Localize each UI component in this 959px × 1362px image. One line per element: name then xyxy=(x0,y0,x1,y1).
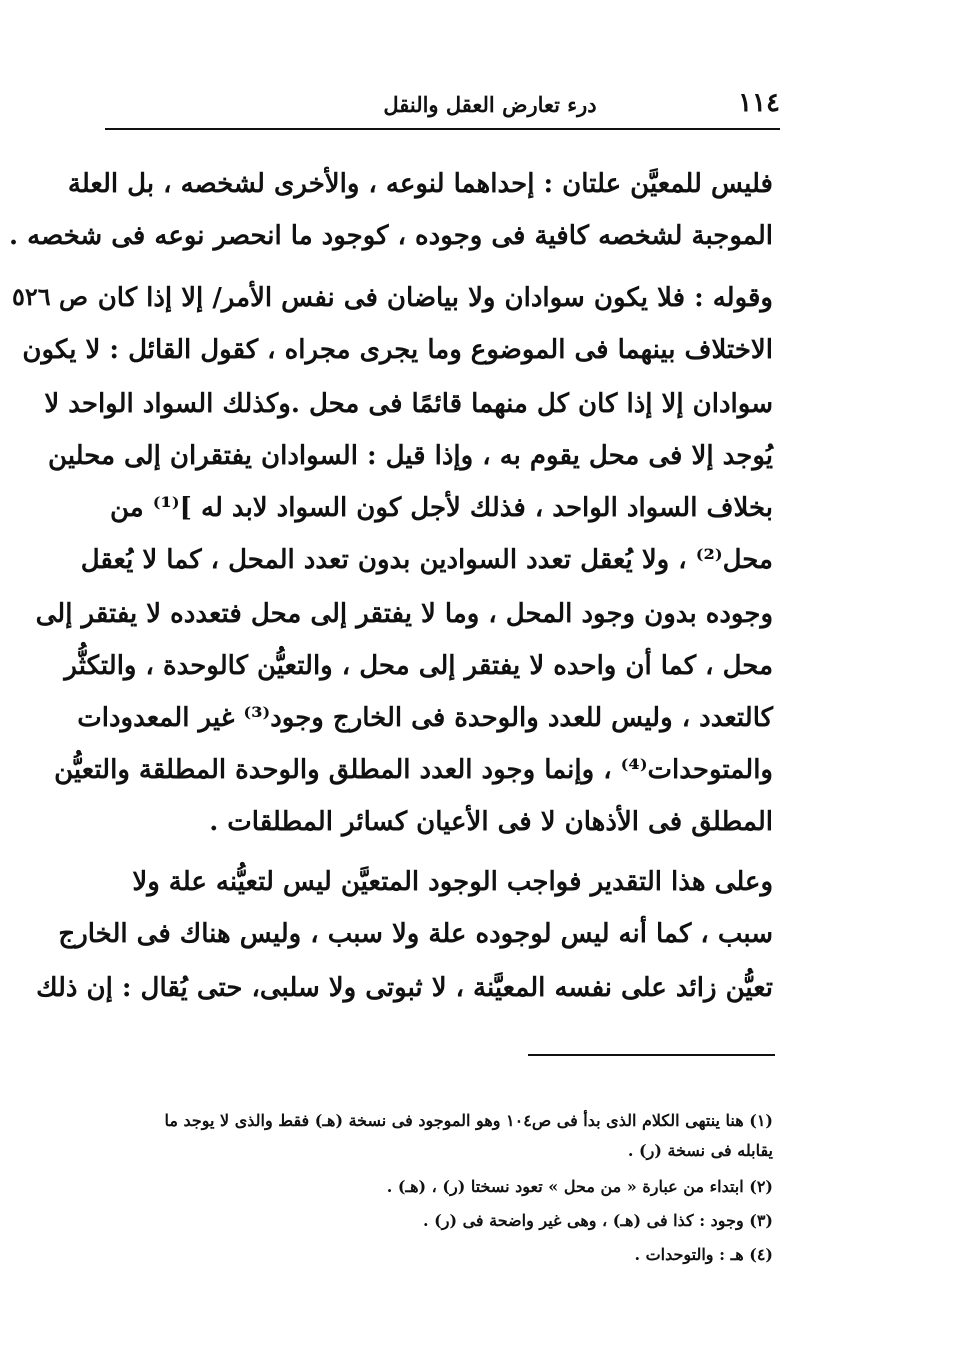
text-line: بخلاف السواد الواحد ، فذلك لأجل كون السواد لابد له ]⁽¹⁾ من xyxy=(110,493,773,523)
text-line: كالتعدد ، وليس للعدد والوحدة فى الخارج وجود⁽³⁾ غير المعدودات xyxy=(77,703,773,733)
text-line: وجوده بدون وجود المحل ، وما لا يفتقر إلى محل فتعدده لا يفتقر إلى xyxy=(35,599,773,629)
header-rule xyxy=(105,128,780,130)
text-line: الاختلاف بينهما فى الموضوع وما يجرى مجراه ، كقول القائل : لا يكون xyxy=(22,335,773,365)
text-line: محل⁽²⁾ ، ولا يُعقل تعدد السوادين بدون تعدد المحل ، كما لا يُعقل xyxy=(80,545,773,575)
footnote-2: (٢) ابتداء من عبارة « من محل » تعود نسختا (ر) ، (هـ) . xyxy=(386,1177,773,1196)
text-line: محل ، كما أن واحده لا يفتقر إلى محل ، والتعيُّن كالوحدة ، والتكثُّر xyxy=(64,651,773,681)
text-line: وعلى هذا التقدير فواجب الوجود المتعيَّن ليس لتعيُّنه علة ولا xyxy=(132,867,773,897)
text-line: الموجبة لشخصه كافية فى وجوده ، كوجود ما انحصر نوعه فى شخصه . xyxy=(9,221,773,251)
text-line: يُوجد إلا فى محل يقوم به ، وإذا قيل : السوادان يفتقران إلى محلين xyxy=(48,441,773,471)
running-title: درء تعارض العقل والنقل xyxy=(383,92,597,117)
page-number: ١١٤ xyxy=(738,88,780,118)
text-line: وقوله : فلا يكون سوادان ولا بياضان فى نفس الأمر/ إلا إذا كان xyxy=(97,283,773,313)
footnote-1: (١) هنا ينتهى الكلام الذى بدأ فى ص١٠٤ وهو الموجود فى نسخة (هـ) فقط والذى لا يوجد ما xyxy=(164,1111,773,1130)
margin-page-reference: ص ٥٢٦ xyxy=(12,282,89,311)
footnote-4: (٤) هـ : والتوحدات . xyxy=(634,1245,773,1264)
text-line: سوادان إلا إذا كان كل منهما قائمًا فى محل .وكذلك السواد الواحد لا xyxy=(44,389,773,419)
footnote-1-continued: يقابله فى نسخة (ر) . xyxy=(627,1141,773,1160)
text-line: سبب ، كما أنه ليس لوجوده علة ولا سبب ، وليس هناك فى الخارج xyxy=(58,919,773,949)
text-line: والمتوحدات⁽⁴⁾ ، وإنما وجود العدد المطلق والوحدة المطلقة والتعيُّن xyxy=(54,755,773,785)
page-header xyxy=(105,84,780,126)
text-line: تعيُّن زائد على نفسه المعيَّنة ، لا ثبوتى ولا سلبى، حتى يُقال : إن ذلك xyxy=(36,973,773,1003)
footnote-3: (٣) وجود : كذا فى (هـ) ، وهى غير واضحة فى (ر) . xyxy=(423,1211,773,1230)
footnote-rule xyxy=(528,1054,775,1056)
text-line: المطلق فى الأذهان لا فى الأعيان كسائر المطلقات . xyxy=(209,807,773,837)
text-line: فليس للمعيَّن علتان : إحداهما لنوعه ، والأخرى لشخصه ، بل العلة xyxy=(67,169,773,199)
